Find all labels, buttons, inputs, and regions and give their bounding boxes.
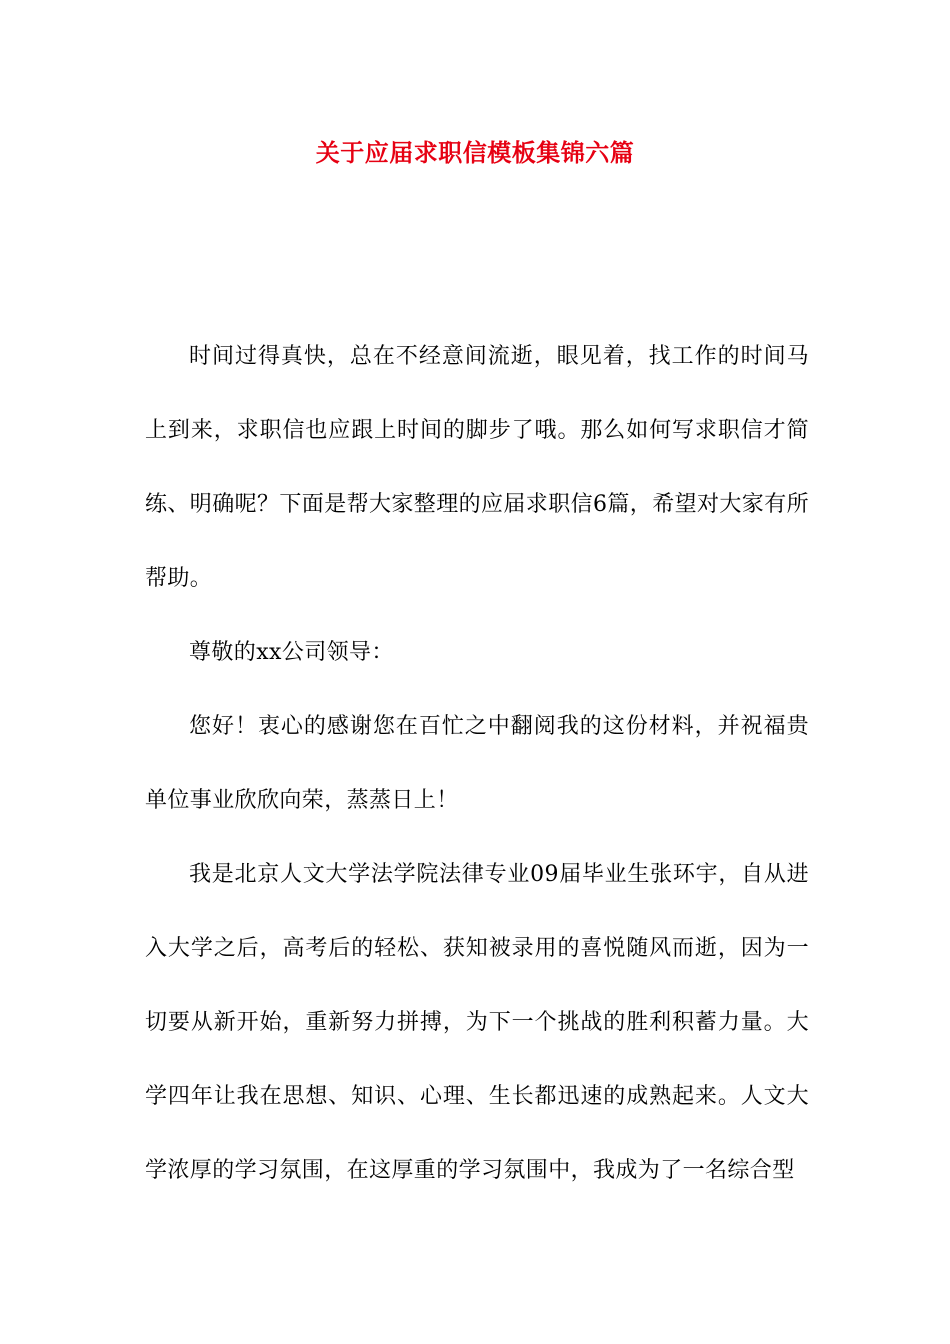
salutation: 尊敬的xx公司领导： [189, 640, 394, 665]
self-introduction-paragraph: 我是北京人文大学法学院法律专业09届毕业生张环宇，自从进入大学之后，高考后的轻松、获知被录用的喜悦随风而逝，因为一切要从新开始，重新努力拼搏，为下一个挑战的胜利积蓄力量。大学四年让我在思想、知识、心理、生长都迅速的成熟起来。人文大学浓厚的学习氛围，在这厚重的学习氛围中，我成为了一名综合型 [145, 862, 809, 1183]
document-title: 关于应届求职信模板集锦六篇 [315, 139, 635, 167]
document-body [145, 320, 809, 1208]
intro-paragraph: 时间过得真快，总在不经意间流逝，眼见着，找工作的时间马上到来，求职信也应跟上时间的脚步了哦。那么如何写求职信才简练、明确呢？下面是帮大家整理的应届求职信6篇，希望对大家有所帮助。 [145, 344, 809, 591]
greeting-paragraph: 您好！衷心的感谢您在百忙之中翻阅我的这份材料，并祝福贵单位事业欣欣向荣，蒸蒸日上！ [145, 714, 809, 813]
